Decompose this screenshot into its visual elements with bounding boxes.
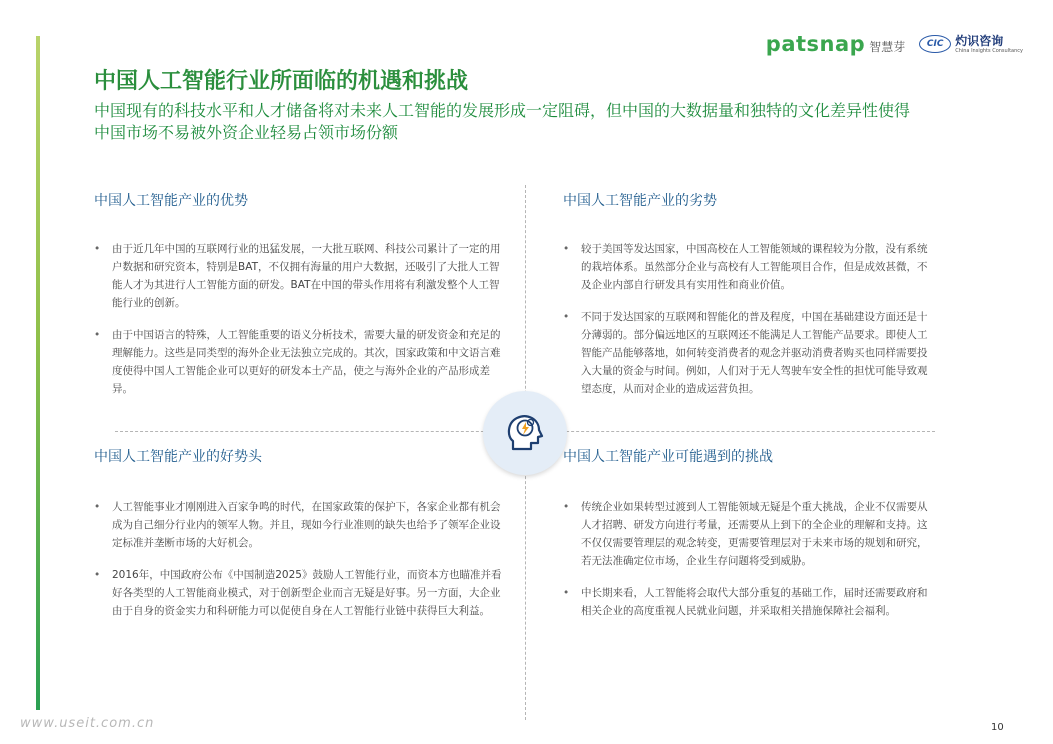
strengths-title: 中国人工智能产业的优势 — [94, 193, 248, 209]
ai-brain-icon — [483, 391, 567, 475]
watermark: www.useit.com.cn — [20, 716, 155, 731]
list-item: • 不同于发达国家的互联网和智能化的普及程度，中国在基础建设方面还是十分薄弱的。部分偏远地区的互联网还不能满足人工智能产品要求。即使人工智能产品能够落地，如何转变消费者的观念并驱动消费者购买也同样需要投入大量的资金与时间。例如，人们对于无人驾驶车安全性的担忧可能导致观望态度，从而对企业的造成运营负担。 — [563, 308, 928, 398]
left-accent-bar — [36, 36, 40, 710]
page-number: 10 — [991, 722, 1004, 733]
list-item: • 人工智能事业才刚刚进入百家争鸣的时代，在国家政策的保护下，各家企业都有机会成为自己细分行业内的领军人物。并且，现如今行业准则的缺失也给予了领军企业设定标准并垄断市场的大好机会。 — [94, 498, 504, 552]
challenges-title: 中国人工智能产业可能遇到的挑战 — [563, 449, 773, 465]
list-item: • 中长期来看，人工智能将会取代大部分重复的基础工作，届时还需要政府和相关企业的高度重视人民就业问题，并采取相关措施保障社会福利。 — [563, 584, 928, 620]
weaknesses-title: 中国人工智能产业的劣势 — [563, 193, 717, 209]
cic-mark: CIC — [919, 35, 951, 53]
list-item: • 由于近几年中国的互联网行业的迅猛发展，一大批互联网、科技公司累计了一定的用户数据和研究资本，特别是BAT，不仅拥有海量的用户大数据，还吸引了大批人工智能人才为其进行人工智能方面的研发。BAT在中国的带头作用将有利激发整个人工智能行业的创新。 — [94, 240, 504, 312]
brand-logos — [766, 32, 1023, 56]
patsnap-logo: patsnap 智慧芽 — [765, 32, 906, 56]
opportunities-list — [94, 498, 504, 634]
page-subtitle: 中国现有的科技水平和人才储备将对未来人工智能的发展形成一定阻碍，但中国的大数据量和独特的文化差异性使得中国市场不易被外资企业轻易占领市场份额 — [94, 101, 911, 142]
page-title: 中国人工智能行业所面临的机遇和挑战 — [94, 69, 469, 94]
opportunities-title: 中国人工智能产业的好势头 — [94, 449, 262, 465]
strengths-list — [94, 240, 504, 412]
list-item: • 2016年，中国政府公布《中国制造2025》鼓励人工智能行业，而资本方也瞄准并看好各类型的人工智能商业模式，对于创新型企业而言无疑是好事。另一方面，大企业由于自身的资金实力和科研能力可以促使自身在人工智能行业链中获得巨大利益。 — [94, 566, 504, 620]
cic-logo: CIC 灼识咨询 China Insights Consultancy — [919, 35, 1023, 54]
challenges-list — [563, 498, 928, 634]
list-item: • 较于美国等发达国家，中国高校在人工智能领域的课程较为分散，没有系统的栽培体系。虽然部分企业与高校有人工智能项目合作，但是成效甚微，不及企业内部自行研发具有实用性和商业价值。 — [563, 240, 928, 294]
list-item: • 由于中国语言的特殊，人工智能重要的语义分析技术，需要大量的研发资金和充足的理解能力。这些是同类型的海外企业无法独立完成的。其次，国家政策和中文语言难度使得中国人工智能企业可以更好的研发本土产品，使之与海外企业的产品形成差异。 — [94, 326, 504, 398]
weaknesses-list — [563, 240, 928, 412]
list-item: • 传统企业如果转型过渡到人工智能领域无疑是个重大挑战，企业不仅需要从人才招聘、研发方向进行考量，还需要从上到下的全企业的理解和支持。这不仅仅需要管理层的观念转变，更需要管理层对于未来市场的规划和研究，若无法准确定位市场，企业生存问题将受到威胁。 — [563, 498, 928, 570]
